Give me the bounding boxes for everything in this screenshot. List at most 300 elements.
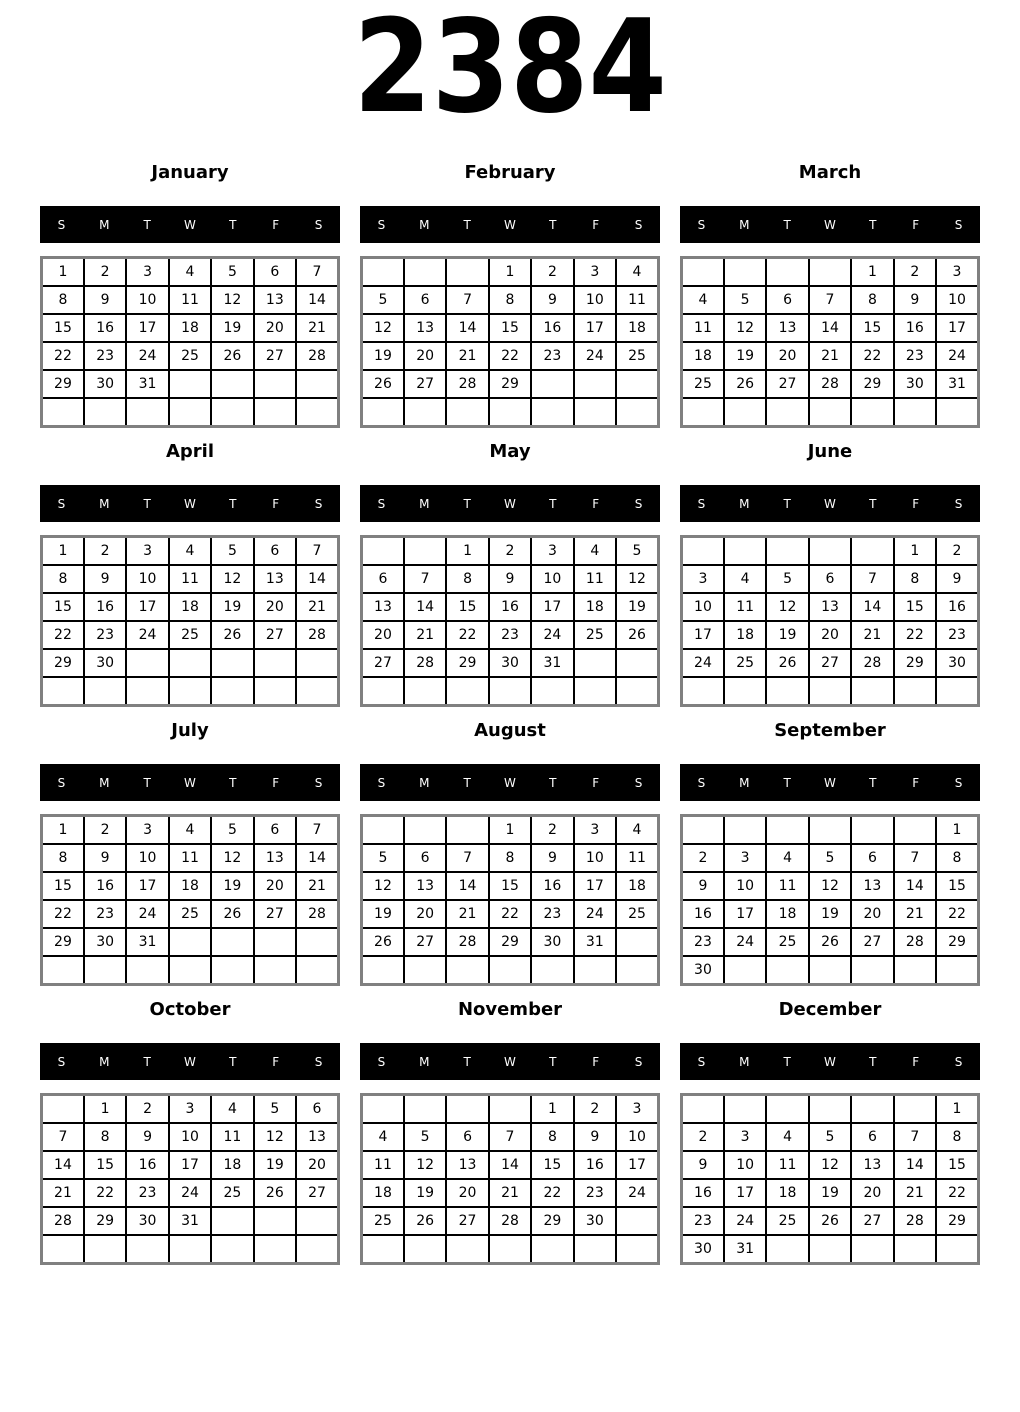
day-cell: 17 [682, 621, 724, 649]
empty-day-cell [404, 537, 446, 565]
week-row [682, 286, 979, 314]
day-cell: 23 [894, 342, 936, 370]
week-row [42, 928, 339, 956]
weekday-label: W [184, 775, 196, 790]
empty-day-cell [84, 956, 126, 984]
empty-day-cell [682, 398, 724, 426]
day-cell: 21 [851, 621, 893, 649]
empty-day-cell [446, 816, 488, 844]
day-cell: 16 [894, 314, 936, 342]
day-cell: 30 [894, 370, 936, 398]
empty-day-cell [724, 816, 766, 844]
day-cell: 2 [84, 258, 126, 286]
weekday-label: S [634, 496, 643, 511]
month-title: September [774, 720, 886, 741]
month-days-table [680, 1093, 980, 1265]
week-row [362, 872, 659, 900]
empty-day-cell [894, 677, 936, 705]
day-cell: 21 [446, 900, 488, 928]
empty-day-cell [616, 370, 658, 398]
empty-day-cell [211, 370, 253, 398]
day-cell: 11 [724, 593, 766, 621]
empty-day-cell [766, 1235, 808, 1263]
day-cell: 23 [531, 900, 573, 928]
month-days-body [42, 537, 339, 706]
empty-day-cell [446, 258, 488, 286]
empty-day-cell [211, 398, 253, 426]
day-cell: 14 [446, 872, 488, 900]
empty-day-cell [574, 1235, 616, 1263]
day-cell: 13 [851, 1151, 893, 1179]
empty-day-cell [169, 677, 211, 705]
day-cell: 28 [446, 928, 488, 956]
day-cell: 11 [766, 1151, 808, 1179]
day-cell: 16 [682, 900, 724, 928]
empty-day-cell [531, 398, 573, 426]
day-cell: 27 [362, 649, 404, 677]
day-cell: 9 [682, 872, 724, 900]
day-cell: 16 [84, 314, 126, 342]
week-row [362, 816, 659, 844]
day-cell: 24 [126, 621, 168, 649]
day-cell: 25 [169, 342, 211, 370]
weekday-header [680, 764, 980, 801]
day-cell: 21 [42, 1179, 84, 1207]
weekday-label: T [229, 1054, 237, 1069]
month-days-table [360, 814, 660, 986]
day-cell: 25 [616, 900, 658, 928]
empty-day-cell [169, 928, 211, 956]
empty-day-cell [682, 816, 724, 844]
empty-day-cell [362, 537, 404, 565]
empty-day-cell [211, 1207, 253, 1235]
weekday-label: W [824, 217, 836, 232]
weekday-label: W [504, 496, 516, 511]
week-row [42, 593, 339, 621]
day-cell: 8 [894, 565, 936, 593]
empty-day-cell [809, 816, 851, 844]
day-cell: 5 [211, 816, 253, 844]
day-cell: 27 [766, 370, 808, 398]
day-cell: 7 [296, 816, 338, 844]
day-cell: 20 [766, 342, 808, 370]
day-cell: 1 [42, 537, 84, 565]
day-cell: 1 [42, 258, 84, 286]
day-cell: 20 [254, 314, 296, 342]
empty-day-cell [211, 649, 253, 677]
day-cell: 24 [126, 342, 168, 370]
weekday-label: F [592, 1054, 600, 1069]
weekday-label: T [549, 217, 557, 232]
day-cell: 6 [254, 258, 296, 286]
empty-day-cell [296, 1235, 338, 1263]
day-cell: 10 [682, 593, 724, 621]
day-cell: 28 [894, 928, 936, 956]
empty-day-cell [531, 956, 573, 984]
weekday-label: S [314, 217, 323, 232]
day-cell: 25 [766, 928, 808, 956]
empty-day-cell [766, 398, 808, 426]
month-title: January [151, 162, 229, 183]
day-cell: 18 [766, 1179, 808, 1207]
weekday-label: T [143, 1054, 151, 1069]
empty-day-cell [616, 649, 658, 677]
month-block [680, 439, 980, 707]
empty-day-cell [851, 816, 893, 844]
weekday-header [680, 485, 980, 522]
weekday-label: M [419, 496, 430, 511]
day-cell: 5 [211, 258, 253, 286]
empty-day-cell [724, 398, 766, 426]
day-cell: 21 [296, 872, 338, 900]
empty-day-cell [404, 1095, 446, 1123]
day-cell: 4 [616, 816, 658, 844]
day-cell: 16 [489, 593, 531, 621]
weekday-label: S [954, 775, 963, 790]
empty-day-cell [169, 398, 211, 426]
weekday-label: W [824, 775, 836, 790]
day-cell: 16 [531, 872, 573, 900]
weekday-header [40, 485, 340, 522]
day-cell: 7 [809, 286, 851, 314]
day-cell: 29 [936, 928, 978, 956]
empty-day-cell [169, 956, 211, 984]
day-cell: 9 [531, 844, 573, 872]
day-cell: 24 [126, 900, 168, 928]
month-days-table [360, 256, 660, 428]
day-cell: 13 [362, 593, 404, 621]
day-cell: 1 [936, 816, 978, 844]
empty-day-cell [724, 258, 766, 286]
month-title: July [171, 720, 209, 741]
week-row [682, 677, 979, 705]
day-cell: 22 [42, 900, 84, 928]
day-cell: 26 [211, 900, 253, 928]
day-cell: 28 [851, 649, 893, 677]
day-cell: 1 [851, 258, 893, 286]
weekday-label: F [592, 775, 600, 790]
day-cell: 13 [254, 286, 296, 314]
week-row [362, 900, 659, 928]
day-cell: 29 [489, 928, 531, 956]
day-cell: 1 [531, 1095, 573, 1123]
week-row [42, 1207, 339, 1235]
day-cell: 6 [851, 844, 893, 872]
day-cell: 26 [211, 621, 253, 649]
empty-day-cell [682, 677, 724, 705]
empty-day-cell [254, 1235, 296, 1263]
day-cell: 15 [489, 314, 531, 342]
empty-day-cell [809, 1235, 851, 1263]
day-cell: 30 [126, 1207, 168, 1235]
day-cell: 31 [126, 370, 168, 398]
day-cell: 14 [894, 872, 936, 900]
day-cell: 22 [446, 621, 488, 649]
empty-day-cell [254, 398, 296, 426]
day-cell: 22 [42, 621, 84, 649]
month-title: April [165, 441, 215, 462]
day-cell: 17 [616, 1151, 658, 1179]
month-title: October [149, 999, 231, 1020]
day-cell: 17 [126, 314, 168, 342]
day-cell: 21 [489, 1179, 531, 1207]
day-cell: 26 [404, 1207, 446, 1235]
day-cell: 14 [809, 314, 851, 342]
month-block [360, 718, 660, 986]
day-cell: 15 [42, 593, 84, 621]
month-days-table [360, 1093, 660, 1265]
weekday-label: F [912, 217, 920, 232]
day-cell: 17 [169, 1151, 211, 1179]
day-cell: 17 [126, 593, 168, 621]
empty-day-cell [894, 1095, 936, 1123]
month-block [40, 718, 340, 986]
day-cell: 19 [211, 872, 253, 900]
weekday-header [40, 764, 340, 801]
weekday-header [680, 1043, 980, 1080]
day-cell: 27 [404, 370, 446, 398]
day-cell: 20 [404, 900, 446, 928]
week-row [362, 1123, 659, 1151]
weekday-label: T [463, 1054, 471, 1069]
day-cell: 5 [766, 565, 808, 593]
empty-day-cell [362, 956, 404, 984]
day-cell: 6 [766, 286, 808, 314]
day-cell: 20 [362, 621, 404, 649]
weekday-label: M [739, 775, 750, 790]
week-row [682, 1095, 979, 1123]
weekday-header [360, 764, 660, 801]
day-cell: 11 [169, 844, 211, 872]
weekday-label: S [634, 217, 643, 232]
month-days-body [362, 816, 659, 985]
weekday-label: T [869, 775, 877, 790]
day-cell: 12 [362, 872, 404, 900]
week-row [42, 844, 339, 872]
month-days-table [360, 535, 660, 707]
day-cell: 23 [682, 928, 724, 956]
day-cell: 8 [936, 844, 978, 872]
day-cell: 18 [169, 314, 211, 342]
day-cell: 23 [489, 621, 531, 649]
day-cell: 17 [531, 593, 573, 621]
empty-day-cell [169, 370, 211, 398]
weekday-label: F [912, 496, 920, 511]
week-row [42, 872, 339, 900]
day-cell: 19 [362, 900, 404, 928]
empty-day-cell [404, 258, 446, 286]
week-row [362, 398, 659, 426]
weekday-label: M [99, 217, 110, 232]
empty-day-cell [766, 956, 808, 984]
week-row [682, 565, 979, 593]
empty-day-cell [42, 956, 84, 984]
week-row [42, 816, 339, 844]
day-cell: 15 [894, 593, 936, 621]
empty-day-cell [766, 677, 808, 705]
day-cell: 15 [851, 314, 893, 342]
day-cell: 8 [851, 286, 893, 314]
day-cell: 25 [169, 900, 211, 928]
day-cell: 26 [809, 928, 851, 956]
week-row [42, 649, 339, 677]
day-cell: 30 [84, 370, 126, 398]
week-row [682, 1151, 979, 1179]
weekday-label: T [463, 496, 471, 511]
weekday-label: F [272, 496, 280, 511]
empty-day-cell [84, 677, 126, 705]
empty-day-cell [809, 258, 851, 286]
weekday-label: M [739, 217, 750, 232]
empty-day-cell [724, 677, 766, 705]
day-cell: 11 [574, 565, 616, 593]
day-cell: 8 [42, 286, 84, 314]
day-cell: 15 [42, 314, 84, 342]
empty-day-cell [489, 1235, 531, 1263]
week-row [682, 537, 979, 565]
month-block [40, 997, 340, 1265]
day-cell: 10 [936, 286, 978, 314]
day-cell: 24 [574, 900, 616, 928]
day-cell: 20 [851, 900, 893, 928]
day-cell: 5 [724, 286, 766, 314]
day-cell: 6 [254, 816, 296, 844]
weekday-label: S [57, 496, 66, 511]
day-cell: 9 [126, 1123, 168, 1151]
day-cell: 26 [766, 649, 808, 677]
day-cell: 12 [211, 565, 253, 593]
empty-day-cell [766, 258, 808, 286]
day-cell: 15 [936, 872, 978, 900]
empty-day-cell [851, 1095, 893, 1123]
week-row [362, 1235, 659, 1263]
day-cell: 2 [531, 816, 573, 844]
day-cell: 4 [766, 1123, 808, 1151]
day-cell: 13 [404, 872, 446, 900]
day-cell: 18 [724, 621, 766, 649]
day-cell: 29 [489, 370, 531, 398]
weekday-label: T [869, 496, 877, 511]
year-title-text: 2384 [353, 0, 667, 142]
day-cell: 10 [126, 844, 168, 872]
week-row [682, 621, 979, 649]
day-cell: 9 [531, 286, 573, 314]
empty-day-cell [446, 398, 488, 426]
day-cell: 6 [362, 565, 404, 593]
day-cell: 25 [682, 370, 724, 398]
week-row [42, 1123, 339, 1151]
week-row [42, 956, 339, 984]
empty-day-cell [84, 398, 126, 426]
day-cell: 8 [936, 1123, 978, 1151]
day-cell: 18 [169, 593, 211, 621]
weekday-label: F [912, 775, 920, 790]
day-cell: 5 [404, 1123, 446, 1151]
day-cell: 24 [169, 1179, 211, 1207]
empty-day-cell [211, 956, 253, 984]
week-row [362, 1151, 659, 1179]
day-cell: 4 [169, 258, 211, 286]
empty-day-cell [531, 370, 573, 398]
weekday-label: S [57, 775, 66, 790]
day-cell: 7 [404, 565, 446, 593]
empty-day-cell [362, 398, 404, 426]
day-cell: 28 [404, 649, 446, 677]
day-cell: 24 [724, 928, 766, 956]
weekday-label: M [419, 775, 430, 790]
day-cell: 11 [362, 1151, 404, 1179]
week-row [682, 1207, 979, 1235]
day-cell: 29 [42, 370, 84, 398]
week-row [42, 677, 339, 705]
day-cell: 19 [809, 1179, 851, 1207]
empty-day-cell [489, 398, 531, 426]
weekday-header [40, 1043, 340, 1080]
day-cell: 3 [616, 1095, 658, 1123]
week-row [42, 1151, 339, 1179]
day-cell: 12 [404, 1151, 446, 1179]
day-cell: 19 [616, 593, 658, 621]
weekday-label: W [504, 1054, 516, 1069]
weekday-label: M [739, 1054, 750, 1069]
day-cell: 12 [724, 314, 766, 342]
day-cell: 14 [404, 593, 446, 621]
empty-day-cell [211, 928, 253, 956]
day-cell: 19 [362, 342, 404, 370]
empty-day-cell [126, 649, 168, 677]
weekday-label: S [634, 1054, 643, 1069]
day-cell: 23 [574, 1179, 616, 1207]
day-cell: 2 [84, 537, 126, 565]
day-cell: 25 [766, 1207, 808, 1235]
weekday-header [40, 206, 340, 243]
empty-day-cell [531, 1235, 573, 1263]
empty-day-cell [362, 1235, 404, 1263]
empty-day-cell [616, 956, 658, 984]
day-cell: 5 [211, 537, 253, 565]
empty-day-cell [724, 537, 766, 565]
weekday-header [680, 206, 980, 243]
empty-day-cell [574, 649, 616, 677]
weekday-label: S [377, 1054, 386, 1069]
week-row [682, 314, 979, 342]
day-cell: 19 [809, 900, 851, 928]
month-block [40, 160, 340, 428]
weekday-label: S [377, 775, 386, 790]
month-days-table [680, 814, 980, 986]
day-cell: 6 [254, 537, 296, 565]
day-cell: 16 [84, 593, 126, 621]
day-cell: 14 [296, 565, 338, 593]
day-cell: 18 [616, 872, 658, 900]
weekday-label: W [824, 1054, 836, 1069]
week-row [362, 1179, 659, 1207]
day-cell: 3 [126, 258, 168, 286]
day-cell: 18 [169, 872, 211, 900]
empty-day-cell [851, 956, 893, 984]
day-cell: 3 [169, 1095, 211, 1123]
day-cell: 12 [362, 314, 404, 342]
day-cell: 17 [724, 900, 766, 928]
week-row [362, 649, 659, 677]
day-cell: 20 [404, 342, 446, 370]
day-cell: 1 [42, 816, 84, 844]
day-cell: 13 [851, 872, 893, 900]
day-cell: 16 [574, 1151, 616, 1179]
weekday-label: F [272, 1054, 280, 1069]
week-row [682, 928, 979, 956]
day-cell: 1 [84, 1095, 126, 1123]
